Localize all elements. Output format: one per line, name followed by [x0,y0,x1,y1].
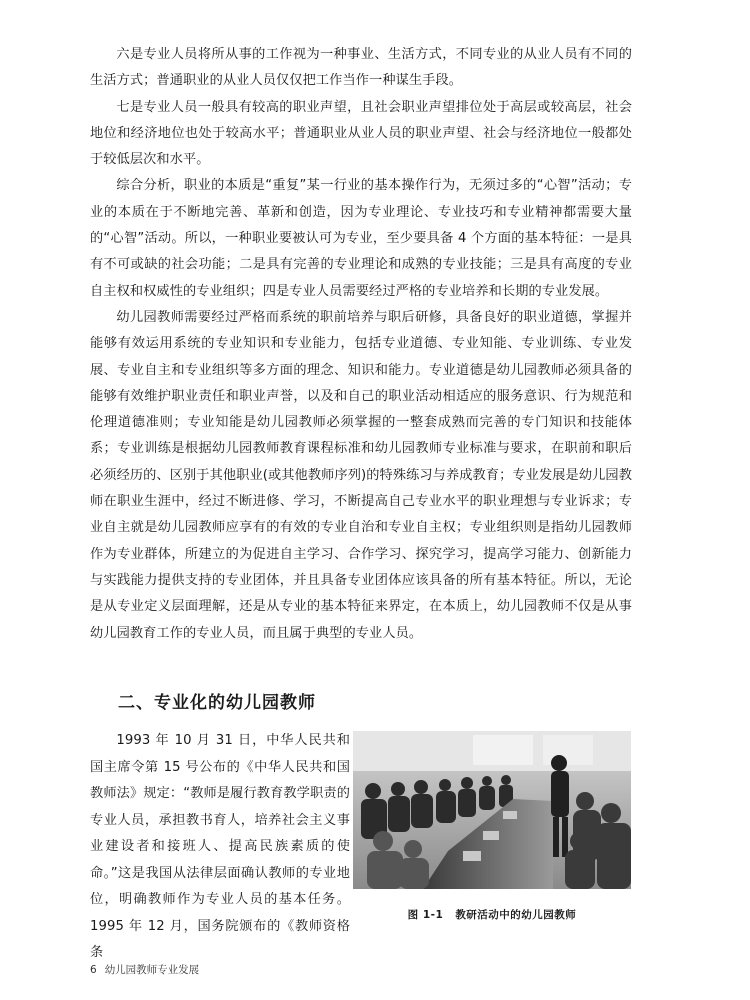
figure-caption-text: 教研活动中的幼儿园教师 [455,909,577,921]
body-text [90,42,632,647]
paragraph-analysis: 综合分析，职业的本质是“重复”某一行业的基本操作行为，无须过多的“心智”活动；专业的本质在于不断地完善、革新和创造，因为专业理论、专业技巧和专业精神都需要大量的“心智”活动。所以，一种职业要被认可为专业，至少要具备 4 个方面的基本特征：一是具有不可或缺的社会功能；二是具有完善的专业理论和成熟的专业技能；三是具有高度的专业自主权和权威性的专业组织；四是专业人员需要经过严格的专业培养和长期的专业发展。 [90,178,632,299]
figure-1-1 [353,731,631,922]
figure-caption [353,907,631,922]
paragraph-6: 六是专业人员将所从事的工作视为一种事业、生活方式，不同专业的从业人员有不同的生活方式；普通职业的从业人员仅仅把工作当作一种谋生手段。 [90,47,632,89]
page-footer [90,962,199,977]
section-heading: 二、专业化的幼儿园教师 [118,693,316,713]
page-number: 6 [90,964,97,976]
teacher-law-paragraph: 1993 年 10 月 31 日，中华人民共和国主席令第 15 号公布的《中华人民共和国教师法》规定：“教师是履行教育教学职责的专业人员，承担教书育人，培养社会主义事业建设者和接班人、提高民族素质的使命。”这是我国从法律层面确认教师的专业地位，明确教师作为专业人员的基本任务。1995 年 12 月，国务院颁布的《教师资格条 [90,733,350,960]
figure-number: 图 1-1 [407,909,444,921]
paragraph-kindergarten-teacher: 幼儿园教师需要经过严格而系统的职前培养与职后研修，具备良好的职业道德，掌握并能够有效运用系统的专业知识和专业能力，包括专业道德、专业知能、专业训练、专业发展、专业自主和专业组织等多方面的理念、知识和能力。专业道德是幼儿园教师必须具备的能够有效维护职业责任和职业声誉，以及和自己的职业活动相适应的服务意识、行为规范和伦理道德准则；专业知能是幼儿园教师必须掌握的一整套成熟而完善的专门知识和技能体系；专业训练是根据幼儿园教师教育课程标准和幼儿园教师专业标准与要求，在职前和职后必须经历的、区别于其他职业(或其他教师序列)的特殊练习与养成教育；专业发展是幼儿园教师在职业生涯中，经过不断进修、学习，不断提高自己专业水平的职业理想与专业诉求；专业自主就是幼儿园教师应享有的有效的专业自治和专业自主权；专业组织则是指幼儿园教师作为专业群体，所建立的为促进自主学习、合作学习、探究学习，提高学习能力、创新能力与实践能力提供支持的专业团体，并且具备专业团体应该具备的所有基本特征。所以，无论是从专业定义层面理解，还是从专业的基本特征来界定，在本质上，幼儿园教师不仅是从事幼儿园教育工作的专业人员，而且属于典型的专业人员。 [90,309,632,641]
teaching-research-photo [353,731,631,889]
paragraph-7: 七是专业人员一般具有较高的职业声望，且社会职业声望排位处于高层或较高层，社会地位和经济地位也处于较高水平；普通职业从业人员的职业声望、社会与经济地位一般都处于较低层次和水平。 [90,99,632,168]
running-title: 幼儿园教师专业发展 [104,964,200,976]
left-column [90,728,350,967]
